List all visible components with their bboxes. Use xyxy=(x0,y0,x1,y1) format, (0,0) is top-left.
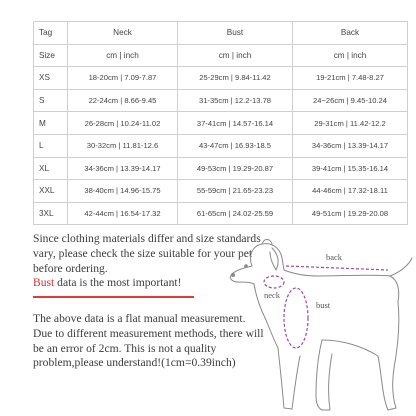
neck-cell: 30-32cm | 11.81-12.6 xyxy=(68,134,178,157)
size-cell: XL xyxy=(34,157,68,180)
neck-cell: 42-44cm | 16.54-17.32 xyxy=(68,202,178,225)
dog-measurement-diagram xyxy=(222,236,416,416)
neck-cell: 34-36cm | 13.39-14.17 xyxy=(68,157,178,180)
size-cell: XS xyxy=(34,67,68,90)
size-cell: L xyxy=(34,134,68,157)
size-cell: XXL xyxy=(34,180,68,203)
table-header-row xyxy=(34,22,408,45)
table-row xyxy=(34,89,408,112)
neck-cell: 22-24cm | 8.66-9.45 xyxy=(68,89,178,112)
bust-cell: 31-35cm | 12.2-13.78 xyxy=(178,89,293,112)
size-cell: S xyxy=(34,89,68,112)
back-cell: 24~26cm | 9.45-10.24 xyxy=(293,89,408,112)
sizing-note-text: Since clothing materials differ and size standards vary, please check the size suitable for your pet before ordering. xyxy=(33,232,261,275)
neck-cell: 18-20cm | 7.09-7.87 xyxy=(68,67,178,90)
table-units-row xyxy=(34,44,408,67)
units-cell-back: cm | inch xyxy=(293,44,408,67)
bust-cell: 61-65cm | 24.02-25.59 xyxy=(178,202,293,225)
red-divider xyxy=(33,296,194,298)
bust-cell: 25-29cm | 9.84-11.42 xyxy=(178,67,293,90)
header-cell-back: Back xyxy=(293,22,408,45)
bust-cell: 49-53cm | 19.29-20.87 xyxy=(178,157,293,180)
back-measure-line xyxy=(286,266,388,270)
neck-cell: 38-40cm | 14.96-15.75 xyxy=(68,180,178,203)
size-cell: M xyxy=(34,112,68,135)
table-row xyxy=(34,202,408,225)
size-chart-table xyxy=(33,21,408,225)
table-row xyxy=(34,157,408,180)
back-cell: 19-21cm | 7.48-8.27 xyxy=(293,67,408,90)
size-cell: 3XL xyxy=(34,202,68,225)
bust-measure-line xyxy=(284,288,308,348)
back-cell: 39-41cm | 15.35-16.14 xyxy=(293,157,408,180)
bust-importance-text: data is the most important! xyxy=(54,276,182,290)
back-cell: 49-51cm | 19.29-20.08 xyxy=(293,202,408,225)
bust-cell: 43-47cm | 16.93-18.5 xyxy=(178,134,293,157)
units-cell-size: Size xyxy=(34,44,68,67)
table-row xyxy=(34,180,408,203)
bust-label: bust xyxy=(316,300,331,310)
bust-cell: 37-41cm | 14.57-16.14 xyxy=(178,112,293,135)
header-cell-neck: Neck xyxy=(68,22,178,45)
neck-label: neck xyxy=(264,290,281,300)
units-cell-bust: cm | inch xyxy=(178,44,293,67)
bust-cell: 55-59cm | 21.65-23.23 xyxy=(178,180,293,203)
table-row xyxy=(34,112,408,135)
dog-outline xyxy=(230,240,412,411)
measurement-note-text: The above data is a flat manual measurement. Due to different measurement methods, there will be an error of 2cm. This is not a quality problem,please understand!(1cm=0.39inch) xyxy=(33,312,264,370)
header-cell-tag: Tag xyxy=(34,22,68,45)
back-cell: 44-46cm | 17.32-18.11 xyxy=(293,180,408,203)
table-row xyxy=(34,134,408,157)
neck-measure-line xyxy=(264,276,284,288)
header-cell-bust: Bust xyxy=(178,22,293,45)
neck-cell: 26-28cm | 10.24-11.02 xyxy=(68,112,178,135)
bust-keyword: Bust xyxy=(33,276,55,290)
back-label: back xyxy=(326,252,343,262)
table-row xyxy=(34,67,408,90)
units-cell-neck: cm | inch xyxy=(68,44,178,67)
back-cell: 34-36cm | 13.39-14.17 xyxy=(293,134,408,157)
dog-illustration xyxy=(222,236,416,416)
back-cell: 29-31cm | 11.42-12.2 xyxy=(293,112,408,135)
